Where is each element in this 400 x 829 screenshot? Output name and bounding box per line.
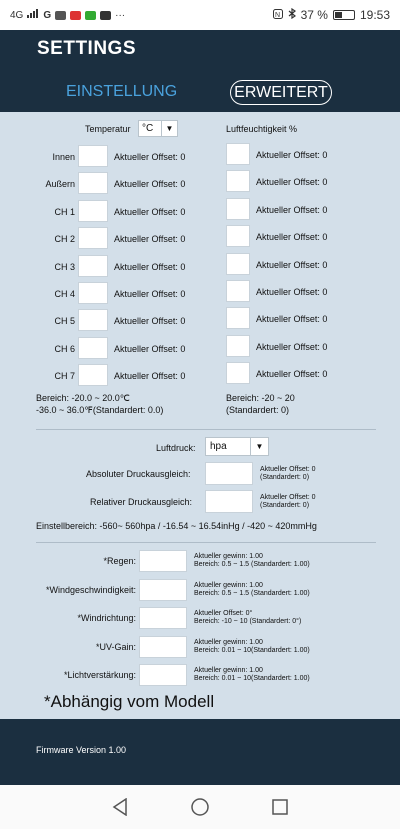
gain-current: Aktueller gewinn: 1.00: [194, 553, 263, 560]
temperature-offset-input[interactable]: [78, 200, 108, 222]
humidity-offset-text: Aktueller Offset: 0: [256, 232, 328, 242]
divider: [36, 429, 376, 430]
gain-label: *Regen:: [103, 556, 136, 566]
temperature-offset-text: Aktueller Offset: 0: [114, 289, 186, 299]
gain-label: *Lichtverstärkung:: [63, 670, 136, 680]
temperature-offset-text: Aktueller Offset: 0: [114, 179, 186, 189]
humidity-offset-input[interactable]: [226, 280, 250, 302]
divider: [36, 542, 376, 543]
temperature-offset-input[interactable]: [78, 282, 108, 304]
temperature-offset-input[interactable]: [78, 255, 108, 277]
youtube-icon: [100, 11, 111, 20]
footer: [0, 719, 400, 785]
page-title: SETTINGS: [37, 38, 137, 59]
humidity-range-line2: (Standardert: 0): [226, 405, 290, 415]
humidity-offset-input[interactable]: [226, 362, 250, 384]
sensor-label: CH 7: [54, 371, 75, 381]
temperature-offset-text: Aktueller Offset: 0: [114, 262, 186, 272]
signal-icon: [27, 9, 39, 21]
nfc-icon: [273, 8, 283, 22]
chevron-down-icon: ▼: [250, 438, 268, 455]
firmware-version: Firmware Version 1.00: [36, 745, 127, 755]
humidity-offset-text: Aktueller Offset: 0: [256, 287, 328, 297]
status-bar: [0, 0, 400, 30]
battery-icon: [333, 10, 355, 20]
temperature-range-line2: -36.0 ~ 36.0℉(Standardert: 0.0): [36, 405, 164, 415]
recents-button[interactable]: [268, 795, 292, 819]
gain-input[interactable]: [139, 607, 187, 629]
temperature-unit-value: °C: [142, 123, 154, 134]
gain-input[interactable]: [139, 664, 187, 686]
pressure-range: Einstellbereich: -560~ 560hpa / -16.54 ~ 16.54inHg / -420 ~ 420mmHg: [36, 521, 317, 531]
wechat-icon: [85, 11, 96, 20]
gain-label: *Windrichtung:: [77, 613, 136, 623]
gain-input[interactable]: [139, 579, 187, 601]
sensor-label: CH 3: [54, 262, 75, 272]
google-icon: G: [43, 9, 52, 21]
pressure-unit-value: hpa: [210, 441, 227, 452]
temperature-offset-input[interactable]: [78, 227, 108, 249]
humidity-offset-text: Aktueller Offset: 0: [256, 205, 328, 215]
humidity-offset-text: Aktueller Offset: 0: [256, 177, 328, 187]
clock: 19:53: [359, 8, 390, 22]
settings-content: [28, 112, 378, 719]
gain-current: Aktueller gewinn: 1.00: [194, 667, 263, 674]
gain-label: *UV-Gain:: [95, 642, 136, 652]
gain-input[interactable]: [139, 550, 187, 572]
more-icon: ···: [115, 9, 126, 21]
rel-pressure-label: Relativer Druckausgleich:: [90, 497, 193, 507]
temperature-unit-select[interactable]: [138, 120, 178, 137]
humidity-offset-input[interactable]: [226, 143, 250, 165]
sensor-label: Innen: [52, 152, 75, 162]
humidity-offset-input[interactable]: [226, 335, 250, 357]
back-button[interactable]: [108, 795, 132, 819]
pressure-label: Luftdruck:: [156, 443, 196, 453]
system-nav-bar: [0, 785, 400, 829]
tab-einstellung[interactable]: EINSTELLUNG: [66, 83, 178, 100]
humidity-offset-input[interactable]: [226, 253, 250, 275]
humidity-range-line1: Bereich: -20 ~ 20: [226, 393, 295, 403]
app-header: [0, 30, 400, 112]
rel-pressure-offset: Aktueller Offset: 0: [260, 494, 316, 501]
home-circle-icon: [190, 797, 210, 817]
abs-pressure-label: Absoluter Druckausgleich:: [86, 469, 191, 479]
app-icon: [70, 11, 81, 20]
humidity-offset-text: Aktueller Offset: 0: [256, 150, 328, 160]
humidity-offset-text: Aktueller Offset: 0: [256, 260, 328, 270]
mail-icon: [55, 11, 66, 20]
network-indicator: 4G: [10, 9, 24, 21]
temperature-offset-text: Aktueller Offset: 0: [114, 344, 186, 354]
gain-input[interactable]: [139, 636, 187, 658]
humidity-offset-text: Aktueller Offset: 0: [256, 314, 328, 324]
sensor-label: Außern: [45, 179, 75, 189]
recents-square-icon: [271, 798, 289, 816]
gain-range: Bereich: 0.5 ~ 1.5 (Standardert: 1.00): [194, 590, 310, 597]
gain-label: *Windgeschwindigkeit:: [45, 585, 136, 595]
humidity-header: Luftfeuchtigkeit %: [226, 124, 298, 134]
gain-range: Bereich: 0.01 ~ 10(Standardert: 1.00): [194, 647, 310, 654]
abs-pressure-default: (Standardert: 0): [260, 474, 310, 481]
humidity-offset-input[interactable]: [226, 307, 250, 329]
sensor-label: CH 6: [54, 344, 75, 354]
sensor-label: CH 1: [54, 207, 75, 217]
tab-erweitert[interactable]: ERWEITERT: [230, 80, 332, 105]
temperature-offset-input[interactable]: [78, 309, 108, 331]
abs-pressure-input[interactable]: [205, 462, 253, 485]
temperature-offset-text: Aktueller Offset: 0: [114, 152, 186, 162]
humidity-offset-input[interactable]: [226, 198, 250, 220]
humidity-offset-input[interactable]: [226, 170, 250, 192]
gain-range: Bereich: 0.5 ~ 1.5 (Standardert: 1.00): [194, 561, 310, 568]
abs-pressure-offset: Aktueller Offset: 0: [260, 466, 316, 473]
temperature-offset-input[interactable]: [78, 364, 108, 386]
rel-pressure-default: (Standardert: 0): [260, 502, 310, 509]
sensor-label: CH 4: [54, 289, 75, 299]
temperature-offset-input[interactable]: [78, 172, 108, 194]
gain-current: Aktueller gewinn: 1.00: [194, 639, 263, 646]
temperature-offset-input[interactable]: [78, 145, 108, 167]
humidity-offset-text: Aktueller Offset: 0: [256, 369, 328, 379]
status-left: [10, 9, 125, 21]
bluetooth-icon: [288, 8, 296, 22]
temperature-offset-text: Aktueller Offset: 0: [114, 207, 186, 217]
sensor-label: CH 5: [54, 316, 75, 326]
temperature-offset-text: Aktueller Offset: 0: [114, 316, 186, 326]
gain-range: Bereich: -10 ~ 10 (Standardert: 0°): [194, 618, 302, 625]
temperature-range-line1: Bereich: -20.0 ~ 20.0℃: [36, 393, 130, 403]
chevron-down-icon: ▼: [161, 121, 177, 136]
humidity-offset-text: Aktueller Offset: 0: [256, 342, 328, 352]
home-button[interactable]: [188, 795, 212, 819]
gain-current: Aktueller gewinn: 1.00: [194, 582, 263, 589]
status-right: [273, 8, 390, 22]
pressure-unit-select[interactable]: [205, 437, 269, 456]
battery-percent: 37 %: [300, 8, 328, 22]
gain-current: Aktueller Offset: 0°: [194, 610, 253, 617]
temperature-label: Temperatur: [85, 124, 131, 134]
rel-pressure-input[interactable]: [205, 490, 253, 513]
temperature-offset-text: Aktueller Offset: 0: [114, 371, 186, 381]
svg-text:N: N: [274, 12, 280, 19]
gain-range: Bereich: 0.01 ~ 10(Standardert: 1.00): [194, 675, 310, 682]
humidity-offset-input[interactable]: [226, 225, 250, 247]
model-note: *Abhängig vom Modell: [44, 692, 215, 711]
sensor-label: CH 2: [54, 234, 75, 244]
temperature-offset-text: Aktueller Offset: 0: [114, 234, 186, 244]
temperature-offset-input[interactable]: [78, 337, 108, 359]
back-triangle-icon: [112, 798, 128, 816]
